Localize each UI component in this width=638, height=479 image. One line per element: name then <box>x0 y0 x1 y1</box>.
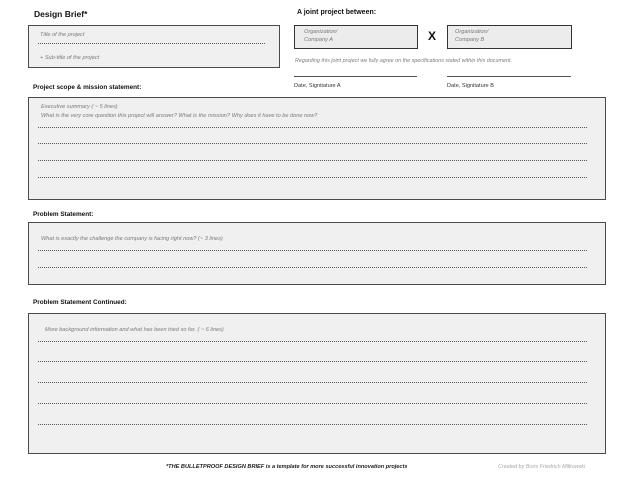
organization-b-box[interactable] <box>447 25 572 49</box>
organization-b-line2: Company B <box>455 37 485 43</box>
project-title-placeholder: Title of the project <box>40 32 85 38</box>
problem-continued-section-label: Problem Statement Continued: <box>33 299 127 306</box>
problem-continued-line <box>38 361 587 362</box>
problem-section-label: Problem Statement: <box>33 211 94 218</box>
organization-a-box[interactable] <box>294 25 418 49</box>
page-title: Design Brief* <box>34 9 88 19</box>
scope-box[interactable] <box>28 97 606 200</box>
problem-continued-line <box>38 341 587 342</box>
signature-b-label: Date, Signitature B <box>447 83 494 89</box>
signature-a-line[interactable] <box>294 76 417 77</box>
problem-continued-line <box>38 403 587 404</box>
organization-a-line2: Company A <box>304 37 334 43</box>
problem-line <box>38 250 587 251</box>
problem-hint: What is exactly the challenge the company is facing right now? (~ 3 lines) <box>41 236 223 242</box>
credit-text: Created by Boris Friedrich Milkowski <box>498 464 586 470</box>
footer-note: *THE BULLETPROOF DESIGN BRIEF is a template for more successful innovation projects <box>166 464 408 470</box>
scope-line <box>38 143 587 144</box>
signature-a-label: Date, Signitature A <box>294 83 341 89</box>
problem-line <box>38 267 587 268</box>
problem-continued-hint: More background information and what has been tried so far. ( ~ 6 lines) <box>45 327 224 333</box>
scope-line <box>38 127 587 128</box>
agreement-text: Regarding this joint project we fully agree on the specifications stated within this document. <box>295 58 512 64</box>
scope-hint-question: What is the very core question this project will answer? What is the mission? Why does it have to be done now? <box>41 113 318 119</box>
project-title-line <box>38 43 265 44</box>
x-mark: X <box>428 29 437 43</box>
project-subtitle-placeholder: + Sub-title of the project <box>40 55 100 61</box>
scope-hint-summary: Executive summary ( ~ 5 lines) <box>41 104 118 110</box>
organization-a-line1: Organization/ <box>304 29 338 35</box>
joint-project-label: A joint project between: <box>297 9 377 16</box>
scope-section-label: Project scope & mission statement: <box>33 84 142 91</box>
project-title-box[interactable] <box>28 25 280 68</box>
signature-b-line[interactable] <box>447 76 571 77</box>
scope-line <box>38 177 587 178</box>
problem-continued-box[interactable] <box>28 313 606 454</box>
scope-line <box>38 160 587 161</box>
organization-b-line1: Organization/ <box>455 29 489 35</box>
problem-box[interactable] <box>28 222 606 285</box>
problem-continued-line <box>38 382 587 383</box>
problem-continued-line <box>38 424 587 425</box>
